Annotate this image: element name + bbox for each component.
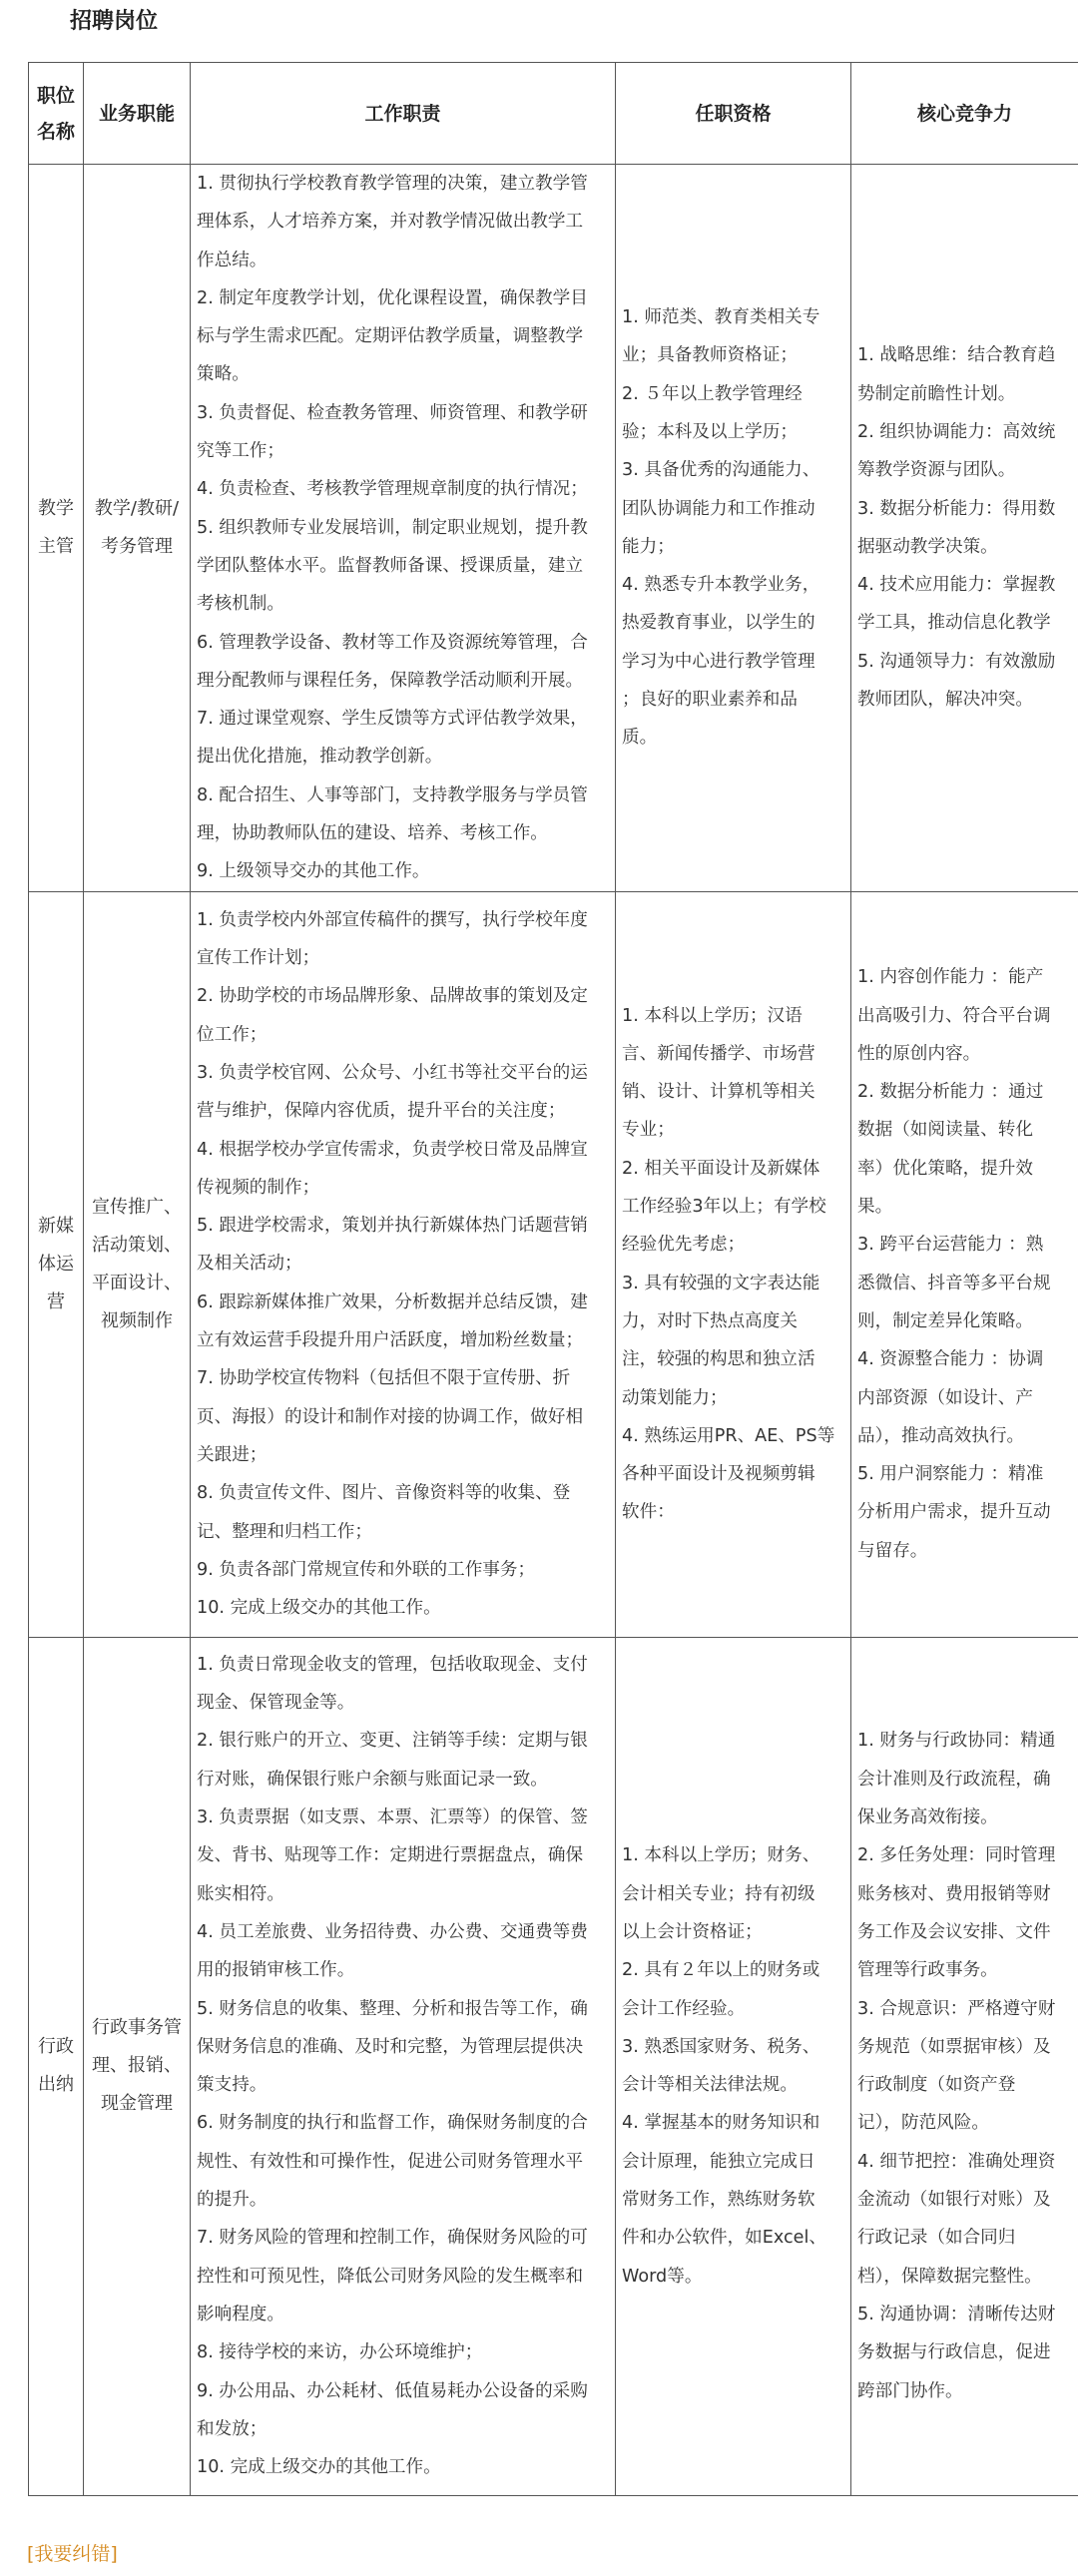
duty-line: 影响程度。 [197, 2304, 284, 2324]
duty-line: 标与学生需求匹配。定期评估教学质量，调整教学 [197, 326, 584, 347]
table-header-row [29, 63, 1078, 165]
qualification-line: 业；具备教师资格证； [622, 345, 798, 366]
duty-line: 发、背书、贴现等工作：定期进行票据盘点，确保 [197, 1845, 584, 1866]
duty-line: 策支持。 [197, 2075, 268, 2096]
competency-line: 4. 资源整合能力 ：协调 [857, 1349, 1044, 1370]
qualification-line: 常财务工作，熟练财务软 [622, 2190, 815, 2211]
duty-line: 页、海报）的设计和制作对接的协调工作，做好相 [197, 1406, 584, 1427]
competency-line: 会计准则及行政流程，确 [857, 1769, 1051, 1790]
competency-line: 5. 沟通协调：清晰传达财 [857, 2304, 1056, 2324]
qualification-line: 软件： [622, 1502, 675, 1523]
competency-line: 数据（如阅读量、转化 [857, 1120, 1033, 1141]
duty-line: 和发放； [197, 2418, 268, 2439]
header-qualifications: 任职资格 [616, 63, 851, 165]
duty-line: 2. 银行账户的开立、变更、注销等手续：定期与银 [197, 1731, 588, 1752]
business-function: 宣传推广、 活动策划、 平面设计、 视频制作 [84, 891, 191, 1637]
header-position: 职位 名称 [29, 63, 84, 165]
duty-line: 4. 负责检查、考核教学管理规章制度的执行情况； [197, 479, 588, 500]
competency-line: 悉微信、抖音等多平台规 [857, 1273, 1051, 1293]
duty-line: 现金、保管现金等。 [197, 1693, 355, 1714]
duty-line: 理体系，人才培养方案，并对教学情况做出教学工 [197, 212, 584, 233]
qualification-line: 专业； [622, 1120, 675, 1141]
competency-line: 筹教学资源与团队。 [857, 460, 1016, 481]
competency-line: 2. 数据分析能力 ：通过 [857, 1082, 1044, 1103]
qualifications-cell [616, 165, 851, 892]
duty-line: 保财务信息的准确、及时和完整，为管理层提供决 [197, 2036, 584, 2057]
qualifications-cell [616, 1637, 851, 2495]
section-title: 招聘岗位 [70, 9, 159, 34]
qualification-line: 3. 熟悉国家财务、税务、 [622, 2036, 820, 2057]
duty-line: 记、整理和归档工作； [197, 1521, 372, 1542]
competency-line: 出高吸引力、符合平台调 [857, 1005, 1051, 1026]
duty-line: 3. 负责督促、检查教务管理、师资管理、和教学研 [197, 402, 588, 423]
qualification-line: 会计工作经验。 [622, 1998, 746, 2019]
duty-line: 3. 负责学校官网、公众号、小红书等社交平台的运 [197, 1063, 588, 1083]
qualification-line: Word等。 [622, 2266, 703, 2287]
position-name: 行政 出纳 [29, 1637, 84, 2495]
header-function: 业务职能 [84, 63, 191, 165]
competencies-cell [851, 891, 1078, 1637]
competency-line: 据驱动教学决策。 [857, 536, 998, 557]
qualification-line: 动策划能力； [622, 1387, 728, 1408]
competencies-cell [851, 165, 1078, 892]
duty-line: 5. 组织教师专业发展培训，制定职业规划，提升教 [197, 517, 588, 538]
competency-line: 1. 财务与行政协同：精通 [857, 1731, 1056, 1752]
duty-line: 9. 办公用品、办公耗材、低值易耗办公设备的采购 [197, 2380, 588, 2401]
competency-line: 档），保障数据完整性。 [857, 2266, 1042, 2287]
competency-line: 3. 数据分析能力：得用数 [857, 498, 1056, 519]
header-competencies: 核心竞争力 [851, 63, 1078, 165]
competency-line: 3. 跨平台运营能力 ：熟 [857, 1235, 1044, 1256]
duty-line: 9. 负责各部门常规宣传和外联的工作事务； [197, 1559, 536, 1580]
duty-line: 6. 跟踪新媒体推广效果，分析数据并总结反馈，建 [197, 1291, 588, 1312]
table-row-admin-cashier [29, 1637, 1078, 2495]
table-row-teaching-supervisor [29, 165, 1078, 892]
duty-line: 用的报销审核工作。 [197, 1960, 355, 1981]
duty-line: 2. 制定年度教学计划，优化课程设置，确保教学目 [197, 287, 588, 308]
duty-line: 10. 完成上级交办的其他工作。 [197, 1598, 441, 1619]
qualification-line: 2. ５年以上教学管理经 [622, 383, 803, 404]
competency-line: 学工具，推动信息化教学 [857, 613, 1051, 634]
duty-line: 1. 负责日常现金收支的管理，包括收取现金、支付 [197, 1654, 588, 1675]
recruitment-table [28, 62, 1078, 2496]
duty-line: 策略。 [197, 364, 250, 385]
duty-line: 考核机制。 [197, 594, 284, 615]
competency-line: 5. 沟通领导力：有效激励 [857, 651, 1056, 672]
duty-line: 的提升。 [197, 2190, 268, 2211]
qualification-line: 热爱教育事业，以学生的 [622, 613, 815, 634]
qualification-line: 1. 本科以上学历；财务、 [622, 1845, 820, 1866]
qualification-line: 能力； [622, 536, 675, 557]
competency-line: 管理等行政事务。 [857, 1960, 998, 1981]
competency-line: 教师团队，解决冲突。 [857, 690, 1033, 710]
competency-line: 品），推动高效执行。 [857, 1425, 1025, 1446]
duty-line: 6. 管理教学设备、教材等工作及资源统筹管理，合 [197, 632, 588, 653]
duty-line: 作总结。 [197, 250, 268, 270]
qualification-line: 质。 [622, 728, 658, 749]
qualification-line: 验；本科及以上学历； [622, 421, 798, 442]
position-name: 新媒 体运 营 [29, 891, 84, 1637]
duty-line: 1. 贯彻执行学校教育教学管理的决策，建立教学管 [197, 174, 588, 194]
header-duties: 工作职责 [191, 63, 616, 165]
duty-line: 3. 负责票据（如支票、本票、汇票等）的保管、签 [197, 1807, 588, 1828]
duty-line: 账实相符。 [197, 1883, 284, 1904]
duty-line: 4. 员工差旅费、业务招待费、办公费、交通费等费 [197, 1921, 588, 1942]
duty-line: 学团队整体水平。监督教师备课、授课质量，建立 [197, 555, 584, 576]
duty-line: 9. 上级领导交办的其他工作。 [197, 861, 430, 882]
duty-line: 理，协助教师队伍的建设、培养、考核工作。 [197, 823, 548, 844]
competency-line: 率）优化策略，提升效 [857, 1158, 1033, 1179]
competency-line: 务数据与行政信息，促进 [857, 2342, 1051, 2363]
duty-line: 4. 根据学校办学宣传需求，负责学校日常及品牌宣 [197, 1139, 588, 1160]
competency-line: 行政制度（如资产登 [857, 2075, 1016, 2096]
duty-line: 营与维护，保障内容优质，提升平台的关注度； [197, 1101, 566, 1122]
qualification-line: 1. 本科以上学历；汉语 [622, 1005, 803, 1026]
competency-line: 1. 战略思维：结合教育趋 [857, 345, 1056, 366]
table-row-new-media-operations [29, 891, 1078, 1637]
competency-line: 4. 技术应用能力：掌握教 [857, 575, 1056, 596]
qualification-line: 工作经验3年以上；有学校 [622, 1197, 826, 1218]
duty-line: 5. 财务信息的收集、整理、分析和报告等工作，确 [197, 1998, 588, 2019]
competencies-cell [851, 1637, 1078, 2495]
qualification-line: 件和办公软件，如Excel、 [622, 2228, 826, 2249]
duty-line: 6. 财务制度的执行和监督工作，确保财务制度的合 [197, 2113, 588, 2134]
qualification-line: 力，对时下热点高度关 [622, 1310, 798, 1331]
duty-line: 8. 接待学校的来访，办公环境维护； [197, 2342, 483, 2363]
duty-line: 规性、有效性和可操作性，促进公司财务管理水平 [197, 2151, 584, 2172]
duty-line: 关跟进； [197, 1444, 268, 1465]
duty-line: 立有效运营手段提升用户活跃度，增加粉丝数量； [197, 1330, 584, 1351]
business-function: 行政事务管 理、报销、 现金管理 [84, 1637, 191, 2495]
duty-line: 8. 负责宣传文件、图片、音像资料等的收集、登 [197, 1483, 571, 1504]
qualification-line: 学习为中心进行教学管理 [622, 651, 815, 672]
competency-line: 2. 多任务处理：同时管理 [857, 1845, 1056, 1866]
competency-line: 1. 内容创作能力 ：能产 [857, 967, 1044, 988]
competency-line: 记），防范风险。 [857, 2113, 989, 2134]
qualification-line: 3. 具备优秀的沟通能力、 [622, 460, 820, 481]
qualification-line: 销、设计、计算机等相关 [622, 1082, 815, 1103]
business-function: 教学/教研/ 考务管理 [84, 165, 191, 892]
duties-cell [191, 891, 616, 1637]
qualification-line: 注，较强的构思和独立活 [622, 1349, 815, 1370]
competency-line: 行政记录（如合同归 [857, 2228, 1016, 2249]
qualification-line: 以上会计资格证； [622, 1921, 763, 1942]
qualification-line: 会计原理，能独立完成日 [622, 2151, 815, 2172]
competency-line: 务工作及会议安排、文件 [857, 1921, 1051, 1942]
competency-line: 内部资源（如设计、产 [857, 1387, 1033, 1408]
duty-line: 8. 配合招生、人事等部门，支持教学服务与学员管 [197, 784, 588, 805]
competency-line: 保业务高效衔接。 [857, 1807, 998, 1828]
qualifications-cell [616, 891, 851, 1637]
duty-line: 2. 协助学校的市场品牌形象、品牌故事的策划及定 [197, 986, 588, 1007]
qualification-line: 经验优先考虑； [622, 1235, 746, 1256]
qualification-line: 4. 熟悉专升本教学业务， [622, 575, 820, 596]
duty-line: 7. 通过课堂观察、学生反馈等方式评估教学效果， [197, 709, 588, 730]
qualification-line: 2. 具有２年以上的财务或 [622, 1960, 820, 1981]
duty-line: 7. 财务风险的管理和控制工作，确保财务风险的可 [197, 2228, 588, 2249]
duties-cell [191, 165, 616, 892]
qualification-line: 2. 相关平面设计及新媒体 [622, 1158, 820, 1179]
competency-line: 则，制定差异化策略。 [857, 1310, 1033, 1331]
duty-line: 10. 完成上级交办的其他工作。 [197, 2457, 441, 2478]
qualification-line: 言、新闻传播学、市场营 [622, 1043, 815, 1064]
qualification-line: 各种平面设计及视频剪辑 [622, 1464, 815, 1485]
duty-line: 及相关活动； [197, 1254, 302, 1275]
duty-line: 宣传工作计划； [197, 948, 320, 969]
qualification-line: 会计等相关法律法规。 [622, 2075, 798, 2096]
competency-line: 分析用户需求，提升互动 [857, 1502, 1051, 1523]
qualification-line: 3. 具有较强的文字表达能 [622, 1273, 820, 1293]
competency-line: 跨部门协作。 [857, 2380, 963, 2401]
competency-line: 金流动（如银行对账）及 [857, 2190, 1051, 2211]
competency-line: 势制定前瞻性计划。 [857, 383, 1016, 404]
position-name: 教学 主管 [29, 165, 84, 892]
duty-line: 控性和可预见性，降低公司财务风险的发生概率和 [197, 2266, 584, 2287]
duty-line: 行对账，确保银行账户余额与账面记录一致。 [197, 1769, 548, 1790]
qualification-line: 团队协调能力和工作推动 [622, 498, 815, 519]
qualification-line: 4. 熟练运用PR、AE、PS等 [622, 1425, 835, 1446]
competency-line: 性的原创内容。 [857, 1043, 981, 1064]
competency-line: 4. 细节把控：准确处理资 [857, 2151, 1056, 2172]
competency-line: 账务核对、费用报销等财 [857, 1883, 1051, 1904]
duty-line: 究等工作； [197, 441, 284, 462]
report-error-link[interactable]: [我要纠错] [27, 2543, 118, 2565]
competency-line: 5. 用户洞察能力 ：精准 [857, 1464, 1044, 1485]
competency-line: 果。 [857, 1197, 893, 1218]
competency-line: 3. 合规意识：严格遵守财 [857, 1998, 1056, 2019]
duty-line: 7. 协助学校宣传物料（包括但不限于宣传册、折 [197, 1368, 571, 1389]
duty-line: 1. 负责学校内外部宣传稿件的撰写，执行学校年度 [197, 909, 588, 930]
competency-line: 务规范（如票据审核）及 [857, 2036, 1051, 2057]
qualification-line: 1. 师范类、教育类相关专 [622, 307, 820, 328]
duty-line: 传视频的制作； [197, 1177, 320, 1198]
duties-cell [191, 1637, 616, 2495]
competency-line: 与留存。 [857, 1540, 928, 1561]
duty-line: 提出优化措施，推动教学创新。 [197, 747, 443, 768]
qualification-line: 会计相关专业；持有初级 [622, 1883, 815, 1904]
qualification-line: 4. 掌握基本的财务知识和 [622, 2113, 820, 2134]
competency-line: 2. 组织协调能力：高效统 [857, 421, 1056, 442]
qualification-line: ；良好的职业素养和品 [622, 690, 798, 710]
duty-line: 理分配教师与课程任务，保障教学活动顺利开展。 [197, 670, 584, 691]
duty-line: 5. 跟进学校需求，策划并执行新媒体热门话题营销 [197, 1216, 588, 1237]
duty-line: 位工作； [197, 1024, 268, 1045]
